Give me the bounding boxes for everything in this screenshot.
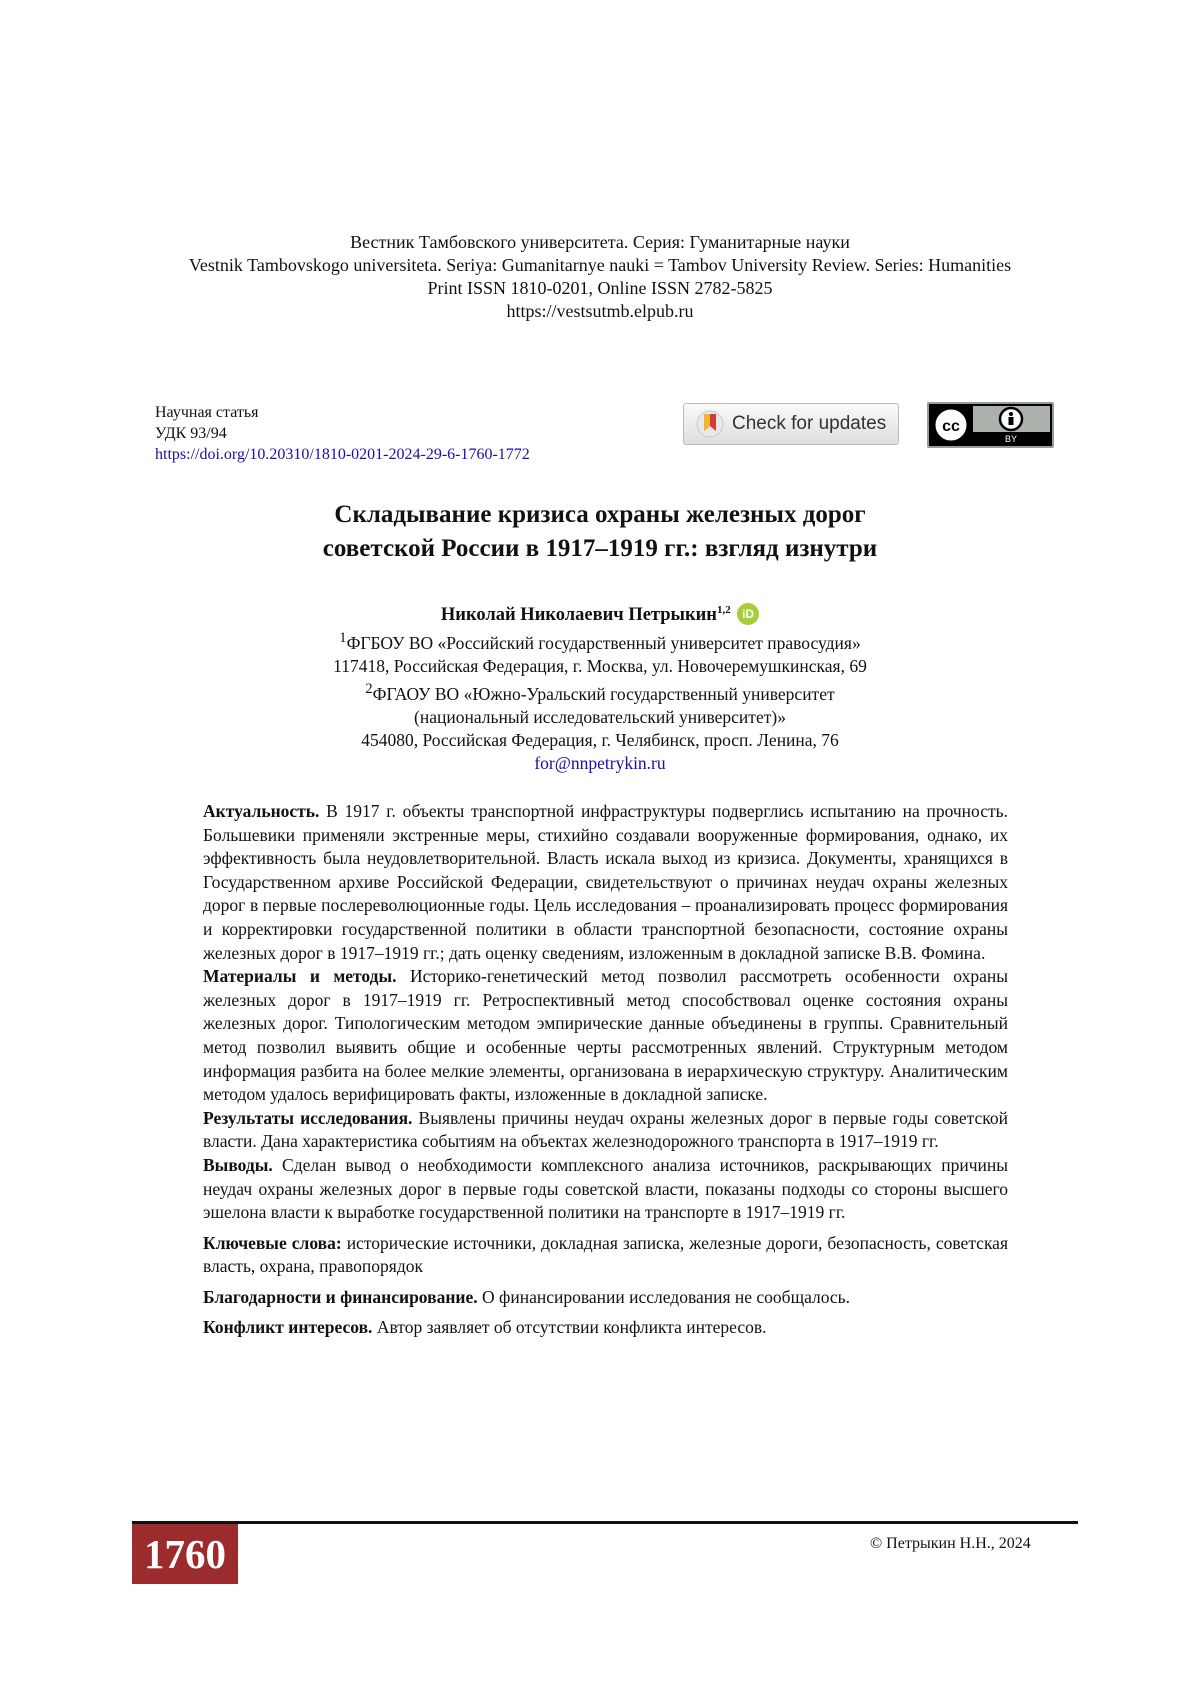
article-meta <box>155 402 530 465</box>
cc-by-license-badge[interactable] <box>927 402 1054 448</box>
abstract-methods: Материалы и методы. Историко-генетический метод позволил рассмотреть особенности охраны железных дорог в 1917–1919 гг. Ретроспективный метод способствовал оценке состояния охраны железных дорог. Типологическим методом эмпирические данные объединены в группы. Сравнительный метод позволил выявить общие и особенные черты рассмотренных явлений. Структурным методом информация разбита на более мелкие элементы, организована в иерархическую структуру. Аналитическим методом удалось верифицировать факты, изложенные в докладной записке. <box>203 966 1009 1105</box>
journal-url[interactable]: https://vestsutmb.elpub.ru <box>506 301 694 321</box>
cc-logo-text: cc <box>942 418 960 435</box>
article-title-line-1: Складывание кризиса охраны железных дорог <box>334 501 866 528</box>
affiliation-2-continued: (национальный исследовательский университет)» <box>414 706 786 727</box>
journal-issn: Print ISSN 1810-0201, Online ISSN 2782-5825 <box>427 278 773 298</box>
check-for-updates-label: Check for updates <box>732 413 887 434</box>
doi-link[interactable]: https://doi.org/10.20310/1810-0201-2024-29-6-1760-1772 <box>155 446 530 463</box>
article-type: Научная статья <box>155 404 259 421</box>
article-title-line-2: советской России в 1917–1919 гг.: взгляд изнутри <box>322 535 878 562</box>
cc-by-label: BY <box>1004 434 1018 444</box>
conflict-of-interest: Конфликт интересов. Автор заявляет об отсутствии конфликта интересов. <box>203 1317 767 1338</box>
keywords: Ключевые слова: исторические источники, докладная записка, железные дороги, безопасность, советская власть, охрана, правопорядок <box>203 1232 1009 1277</box>
abstract <box>203 800 1008 1340</box>
abstract-relevance: Актуальность. В 1917 г. объекты транспортной инфраструктуры подверглись испытанию на прочность. Большевики применяли экстренные меры, стихийно создавали вооруженные формирования, однако, их эффективность была неудовлетворительной. Власть искала выход из кризиса. Документы, хранящихся в Государственном архиве Российской Федерации, свидетельствуют о причинах неудач охраны железных дорог в первые послереволюционные годы. Цель исследования – проанализировать процесс формирования и корректировки государственной политики в области транспортной безопасности, состояние охраны железных дорог в 1917–1919 гг.; дать оценку сведениям, изложенным в докладной записке В.В. Фомина. <box>203 801 1009 963</box>
affiliation-2-address: 454080, Российская Федерация, г. Челябинск, просп. Ленина, 76 <box>361 729 839 750</box>
page-number: 1760 <box>132 1524 238 1584</box>
copyright-notice: © Петрыкин Н.Н., 2024 <box>870 1535 1031 1552</box>
check-for-updates-button[interactable] <box>683 403 899 445</box>
author-email-link[interactable]: for@nnpetrykin.ru <box>534 752 666 773</box>
orcid-icon[interactable]: iD <box>737 603 759 625</box>
article-title <box>0 498 1200 566</box>
author-name: Николай Николаевич Петрыкин$^{1,2}$ <box>440 604 731 626</box>
abstract-conclusions: Выводы. Сделан вывод о необходимости комплексного анализа источников, раскрывающих причины неудач охраны железных дорог в первые годы советской власти, показаны подходы со стороны высшего эшелона власти к выработке государственной политики на транспорте в 1917–1919 гг. <box>203 1154 1009 1223</box>
journal-title-ru: Вестник Тамбовского университета. Серия: Гуманитарные науки <box>350 232 850 252</box>
author-block <box>0 599 1200 775</box>
abstract-results: Результаты исследования. Выявлены причины неудач охраны железных дорог в первые годы советской власти. Дана характеристика событиям на объектах железнодорожного транспорта в 1917–1919 гг. <box>203 1107 1009 1152</box>
affiliation-2: $^2$ФГАОУ ВО «Южно-Уральский государственный университет <box>365 680 835 704</box>
affiliation-1-address: 117418, Российская Федерация, г. Москва, ул. Новочеремушкинская, 69 <box>333 655 867 676</box>
author-affiliation-marks: 1,2 <box>716 604 731 616</box>
udc-code: УДК 93/94 <box>155 425 227 442</box>
funding: Благодарности и финансирование. О финансировании исследования не сообщалось. <box>203 1286 851 1307</box>
crossmark-icon <box>696 409 724 439</box>
journal-header <box>0 231 1200 323</box>
footer-divider <box>132 1521 1078 1524</box>
journal-title-en: Vestnik Tambovskogo universiteta. Seriya: Gumanitarnye nauki = Tambov University Review. Series: Humanities <box>188 255 1012 275</box>
affiliation-1: $^1$ФГБОУ ВО «Российский государственный университет правосудия» <box>339 630 861 653</box>
